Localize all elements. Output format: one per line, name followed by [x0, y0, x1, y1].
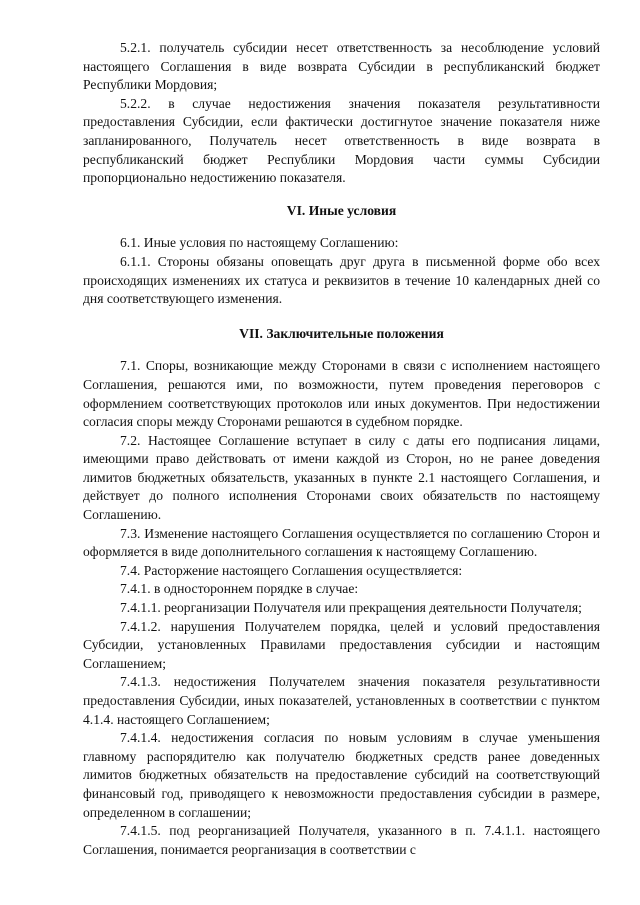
paragraph-7-4-1: 7.4.1. в одностороннем порядке в случае: [120, 581, 359, 597]
spacer [83, 343, 600, 357]
spacer [83, 220, 600, 234]
paragraph-7-4-1-2: 7.4.1.2. нарушения Получателем порядка, целей и условий предоставления Субсидии, установленных Правилами предоставления субсидии и настоящим Соглашением; [83, 618, 600, 671]
spacer [83, 309, 600, 325]
section-heading-7: VII. Заключительные положения [239, 325, 444, 341]
paragraph-7-4-1-1: 7.4.1.1. реорганизации Получателя или прекращения деятельности Получателя; [120, 600, 582, 616]
paragraph-7-4-1-3: 7.4.1.3. недостижения Получателем значения показателя результативности предоставления Субсидии, иных показателей, установленных в соответствии с пунктом 4.1.4. настоящего Соглашением; [83, 674, 600, 727]
section-heading-6: VI. Иные условия [286, 202, 397, 218]
paragraph-7-4-1-4: 7.4.1.4. недостижения согласия по новым условиям в случае уменьшения главному распорядителю как получателю бюджетных средств ранее доведенных лимитов бюджетных обязательств на предоставление субсидий на соответствующий финансовый год, приводящего к невозможности предоставления субсидии в размере, определенном в соглашении; [83, 730, 600, 820]
paragraph-5-2-1: 5.2.1. получатель субсидии несет ответственность за несоблюдение условий настоящего Соглашения в виде возврата Субсидии в республиканский бюджет Республики Мордовия; [83, 40, 600, 93]
paragraph-7-4: 7.4. Расторжение настоящего Соглашения осуществляется: [120, 562, 463, 578]
spacer [83, 188, 600, 202]
paragraph-7-1: 7.1. Споры, возникающие между Сторонами в связи с исполнением настоящего Соглашения, решаются ими, по возможности, путем проведения переговоров с оформлением соответствующих протоколов или иных документов. При недостижении согласия споры между Сторонами решаются в судебном порядке. [83, 358, 600, 430]
document-page [83, 39, 600, 859]
paragraph-5-2-2: 5.2.2. в случае недостижения значения показателя результативности предоставления Субсидии, если фактически достигнутое значение показателя ниже запланированного, Получатель несет ответственность в виде возврата в республиканский бюджет Республики Мордовия части суммы Субсидии пропорционально недостижению показателя. [83, 95, 600, 186]
paragraph-7-2: 7.2. Настоящее Соглашение вступает в силу с даты его подписания лицами, имеющими право действовать от имени каждой из Сторон, но не ранее доведения лимитов бюджетных обязательств, указанных в пункте 2.1 настоящего Соглашения, и действует до полного исполнения Сторонами своих обязательств по настоящему Соглашению. [83, 432, 600, 523]
paragraph-7-4-1-5: 7.4.1.5. под реорганизацией Получателя, указанного в п. 7.4.1.1. настоящего Соглашения, понимается реорганизация в соответствии с [83, 823, 600, 857]
paragraph-6-1-1: 6.1.1. Стороны обязаны оповещать друг друга в письменной форме обо всех происходящих изменениях их статуса и реквизитов в течение 10 календарных дней со дня соответствующего изменения. [83, 253, 600, 307]
paragraph-7-3: 7.3. Изменение настоящего Соглашения осуществляется по соглашению Сторон и оформляется в виде дополнительного соглашения к настоящему Соглашению. [83, 525, 600, 560]
paragraph-6-1: 6.1. Иные условия по настоящему Соглашению: [120, 235, 399, 251]
